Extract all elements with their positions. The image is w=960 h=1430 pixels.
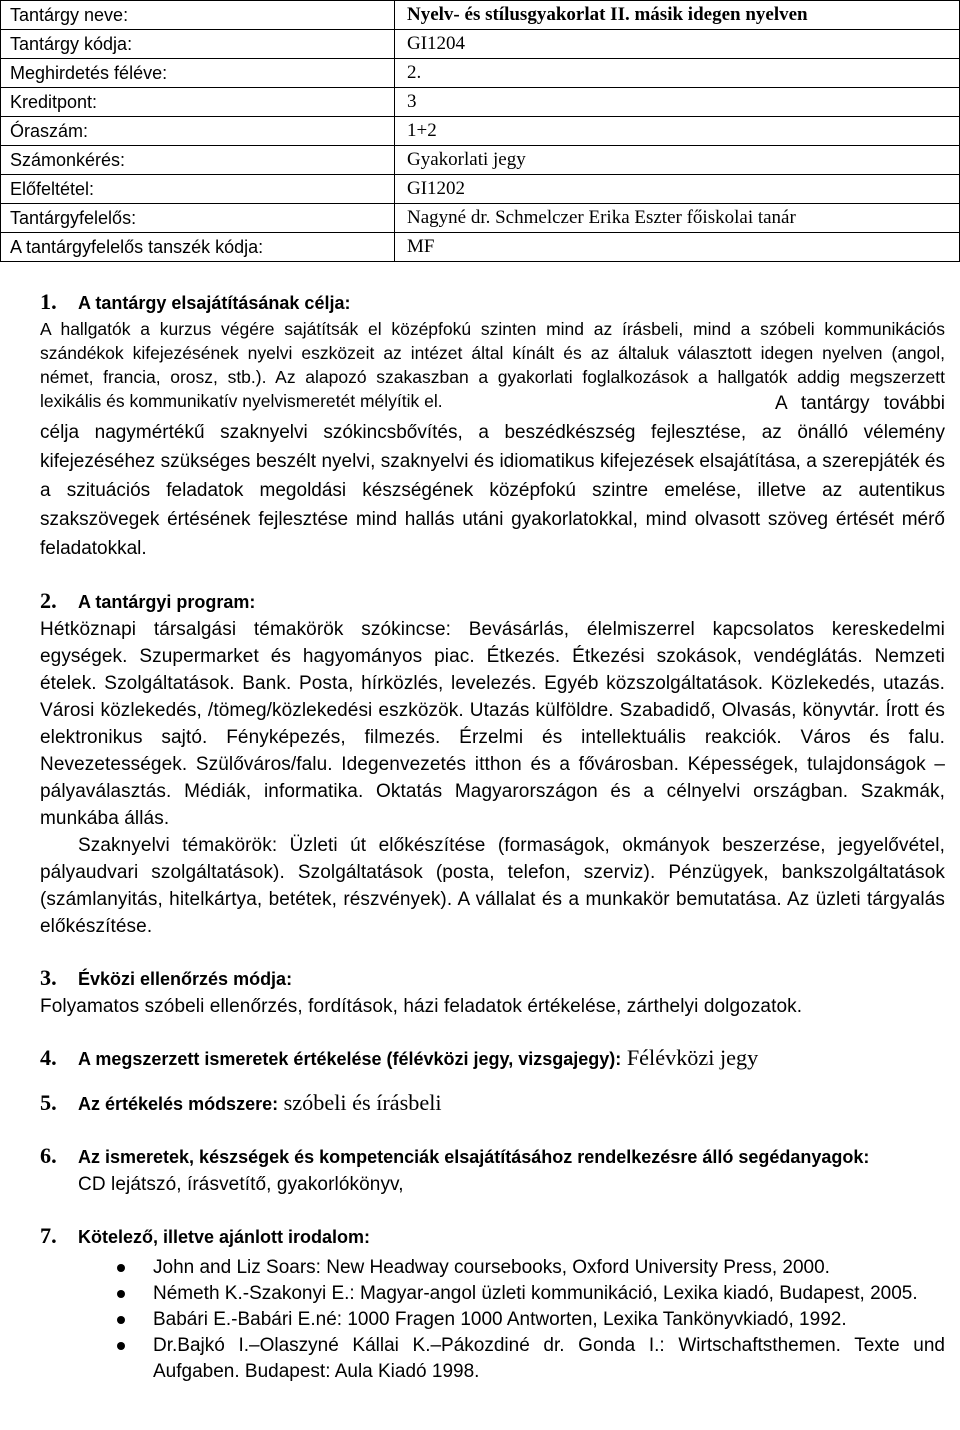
- section-title: A tantárgy elsajátításának célja:: [78, 293, 351, 313]
- info-label: Tantárgy kódja:: [1, 30, 395, 59]
- info-row-responsible: [1, 204, 960, 233]
- spacer: [40, 1020, 945, 1044]
- spacer: [40, 940, 945, 964]
- reference-item: [153, 1281, 945, 1307]
- section-heading: [40, 1222, 945, 1251]
- info-row-course-code: [1, 30, 960, 59]
- info-label: Számonkérés:: [1, 146, 395, 175]
- section-number: 3.: [40, 965, 57, 990]
- section-text: Szaknyelvi témakörök: Üzleti út előkészítése (formaságok, okmányok beszerzése, jegyelővétel, pályaudvari szolgáltatások). Szolgáltatások (posta, telefon, szerviz). Pénzügyek, bankszolgáltatások (számlanyitás, hitelkártya, betétek, részvények). A vállalat és a munkakör bemutatása. Az üzleti tárgyalás előkészítése.: [40, 835, 945, 937]
- bullet-icon: [117, 1290, 125, 1298]
- info-value: MF: [395, 233, 960, 262]
- course-info-table: [0, 0, 960, 262]
- info-value: Gyakorlati jegy: [395, 146, 960, 175]
- info-value: Nyelv- és stílusgyakorlat II. másik idegen nyelven: [395, 1, 960, 30]
- reference-text: Németh K.-Szakonyi E.: Magyar-angol üzleti kommunikáció, Lexika kiadó, Budapest, 2005.: [153, 1283, 918, 1304]
- info-label: Óraszám:: [1, 117, 395, 146]
- section-title: Kötelező, illetve ajánlott irodalom:: [78, 1227, 371, 1247]
- section-2: [40, 587, 945, 940]
- section-6: [40, 1142, 945, 1198]
- section-5: [40, 1089, 945, 1118]
- section-heading: [40, 1044, 945, 1073]
- section-number: 5.: [40, 1090, 57, 1115]
- info-label: Meghirdetés féléve:: [1, 59, 395, 88]
- section-text: A hallgatók a kurzus végére sajátítsák el középfokú szinten mind az írásbeli, mind a szóbeli kommunikációs szándékok kifejezésének nyelvi eszközeit az intézet által kínált és az általuk választott idegen nyelven (angol, német, francia, orosz, stb.). Az alapozó szakaszban a gyakorlati foglalkozások a hallgatók addig megszerzett lexikális és kommunikatív nyelvismeretét mélyítik el.: [40, 319, 945, 411]
- section-heading: [40, 1089, 945, 1118]
- section-heading: [40, 288, 945, 317]
- spacer: [40, 1073, 945, 1089]
- section-number: 2.: [40, 588, 57, 613]
- reference-text: John and Liz Soars: New Headway coursebooks, Oxford University Press, 2000.: [153, 1257, 830, 1278]
- info-label: Előfeltétel:: [1, 175, 395, 204]
- info-row-hours: [1, 117, 960, 146]
- section-heading: [40, 1142, 945, 1171]
- document-body: [40, 288, 945, 1385]
- reference-item: [153, 1255, 945, 1281]
- spacer: [40, 1198, 945, 1222]
- info-label: Tantárgyfelelős:: [1, 204, 395, 233]
- section-title: Az ismeretek, készségek és kompetenciák elsajátításához rendelkezésre álló segédanyagok:: [78, 1147, 870, 1167]
- info-row-credits: [1, 88, 960, 117]
- section-number: 6.: [40, 1143, 57, 1168]
- section-title: A megszerzett ismeretek értékelése (félévközi jegy, vizsgajegy):: [78, 1049, 622, 1069]
- section-3: [40, 964, 945, 1020]
- info-value: Nagyné dr. Schmelczer Erika Eszter főiskolai tanár: [395, 204, 960, 233]
- info-row-prerequisite: [1, 175, 960, 204]
- info-row-assessment: [1, 146, 960, 175]
- section-7: [40, 1222, 945, 1385]
- section-number: 1.: [40, 289, 57, 314]
- section-text: A tantárgy további célja nagymértékű szaknyelvi szókincsbővítés, a beszédkészség fejlesztése, az önálló vélemény kifejezéséhez szükséges beszélt nyelvi, szaknyelvi és idiomatikus kifejezések elsajátítása, a szerepjáték és a szituációs feladatok megoldási készségének középfokú szintre emelése, illetve az autentikus szakszövegek értésének fejlesztése mind hallás utáni gyakorlatokkal, mind olvasott szöveg értését mérő feladatokkal.: [40, 393, 945, 559]
- section-1: [40, 288, 945, 563]
- info-row-semester: [1, 59, 960, 88]
- spacer: [40, 1118, 945, 1142]
- section-text: Folyamatos szóbeli ellenőrzés, fordítások, házi feladatok értékelése, zárthelyi dolgozatok.: [40, 996, 803, 1017]
- section-title: Az értékelés módszere:: [78, 1094, 279, 1114]
- section-title: A tantárgyi program:: [78, 592, 256, 612]
- section-number: 4.: [40, 1045, 57, 1070]
- section-number: 7.: [40, 1223, 57, 1248]
- reference-item: [153, 1333, 945, 1385]
- spacer: [40, 563, 945, 587]
- info-value: GI1204: [395, 30, 960, 59]
- section-4: [40, 1044, 945, 1073]
- bullet-icon: [117, 1316, 125, 1324]
- reference-item: [153, 1307, 945, 1333]
- section-heading: [40, 587, 945, 616]
- info-label: Kreditpont:: [1, 88, 395, 117]
- info-row-department-code: [1, 233, 960, 262]
- info-value: 3: [395, 88, 960, 117]
- section-value: szóbeli és írásbeli: [283, 1090, 442, 1115]
- info-label: A tantárgyfelelős tanszék kódja:: [1, 233, 395, 262]
- reference-text: Babári E.-Babári E.né: 1000 Fragen 1000 Antworten, Lexika Tankönyvkiadó, 1992.: [153, 1309, 847, 1330]
- bullet-icon: [117, 1342, 125, 1350]
- info-value: 1+2: [395, 117, 960, 146]
- reference-list: [40, 1255, 945, 1385]
- section-value: Félévközi jegy: [626, 1045, 759, 1070]
- info-row-course-name: [1, 1, 960, 30]
- info-value: GI1202: [395, 175, 960, 204]
- section-heading: [40, 964, 945, 993]
- section-title: Évközi ellenőrzés módja:: [78, 969, 293, 989]
- info-label: Tantárgy neve:: [1, 1, 395, 30]
- reference-text: Dr.Bajkó I.–Olaszyné Kállai K.–Pákozdiné dr. Gonda I.: Wirtschaftsthemen. Texte und Aufgaben. Budapest: Aula Kiadó 1998.: [153, 1335, 945, 1382]
- section-text: CD lejátszó, írásvetítő, gyakorlókönyv,: [78, 1174, 404, 1195]
- bullet-icon: [117, 1264, 125, 1272]
- info-value: 2.: [395, 59, 960, 88]
- section-text: Hétköznapi társalgási témakörök szókincse: Bevásárlás, élelmiszerrel kapcsolatos kereskedelmi egységek. Szupermarket és hagyományos piac. Étkezés. Étkezési szokások, vendéglátás. Nemzeti ételek. Szolgáltatások. Bank. Posta, hírközlés, levelezés. Egyéb közszolgáltatások. Közlekedés, utazás. Városi közlekedés, /tömeg/közlekedési eszközök. Utazás külföldre. Szabadidő, Olvasás, könyvtár. Írott és elektronikus sajtó. Fényképezés, filmezés. Érzelmi és intellektuális reakciók. Város és falu. Nevezetességek. Szülőváros/falu. Idegenvezetés itthon és a fővárosban. Képességek, tulajdonságok – pályaválasztás. Médiák, informatika. Oktatás Magyarországon és a célnyelvi országban. Szakmák, munkába állás.: [40, 619, 945, 829]
